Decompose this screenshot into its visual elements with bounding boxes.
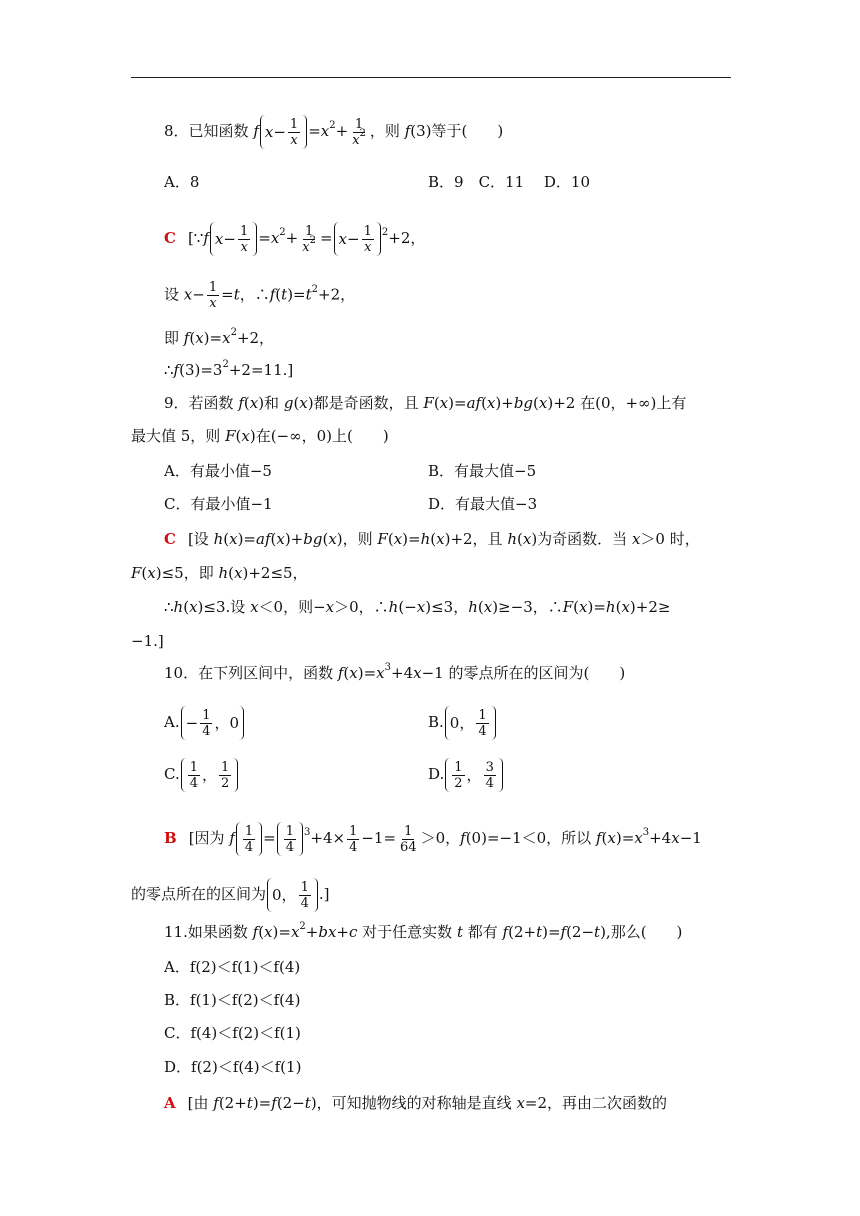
q9-option-b: B．有最大值−5	[428, 462, 537, 480]
q9-solution-line-1: C [设 h(x)=af(x)+bg(x)，则 F(x)=h(x)+2，且 h(x)为奇函数．当 x＞0 时，	[164, 530, 700, 548]
q11-stem: 11.如果函数 $f(x)=x^2+bx+c$ 对于任意实数 t 都有 f(2+t)=f(2−t),那么( )	[164, 921, 683, 941]
q11-option-a: A．f(2)＜f(1)＜f(4)	[164, 958, 301, 976]
q8-stem: 8．已知函数 f x − $\frac{1}{x}$ $=x^2+$ $\frac{1}{x^2}$ ，则 f(3)等于( )	[164, 116, 504, 148]
q10-option-b: B. 0， $\frac{1}{4}$	[428, 706, 497, 740]
q10-option-a: A. − $\frac{1}{4}$ ，0	[164, 706, 245, 740]
q8-options-bcd: B．9 C．11 D．10	[428, 173, 591, 191]
q9-option-c: C．有最小值−1	[164, 495, 273, 513]
q11-solution-line-1: A [由 f(2+t)=f(2−t)，可知抛物线的对称轴是直线 x=2，再由二次函数的	[164, 1094, 668, 1112]
q9-option-d: D．有最大值−3	[428, 495, 538, 513]
q10-solution-line-2: 的零点所在的区间为 0， $\frac{1}{4}$ .]	[131, 879, 330, 911]
q11-option-d: D．f(2)＜f(4)＜f(1)	[164, 1058, 302, 1076]
q9-solution-line-3: ∴h(x)≤3.设 x＜0，则−x＞0，∴h(−x)≤3，h(x)≥−3，∴F(x)=h(x)+2≥	[164, 598, 671, 616]
q9-solution-line-4: −1.]	[131, 632, 164, 650]
q8-solution-line-1: C [∵f x − $\frac{1}{x}$ $=x^2+$ $\frac{1}{x^2}$ = x − $\frac{1}{x}$ $^2$+2，	[164, 223, 426, 255]
q8-solution-line-4: $\therefore f(3)=3^2+2=11$.]	[164, 359, 294, 379]
q8-option-a: A．8	[164, 173, 200, 191]
q9-stem-line-2: 最大值 5，则 F(x)在(−∞，0)上( )	[131, 427, 389, 445]
q9-option-a: A．有最小值−5	[164, 462, 272, 480]
q11-option-c: C．f(4)＜f(2)＜f(1)	[164, 1024, 301, 1042]
q10-option-d: D. $\frac{1}{2}$ ， $\frac{3}{4}$	[428, 758, 504, 792]
q8-answer-letter: C	[164, 229, 176, 247]
q9-solution-line-2: F(x)≤5，即 h(x)+2≤5，	[131, 564, 308, 582]
q8-solution-line-2: 设 x− $\frac{1}{x}$ =t，$\therefore f(t)=t^2+2$，	[164, 280, 356, 311]
q11-answer-letter: A	[164, 1094, 176, 1112]
q10-answer-letter: B	[164, 829, 177, 847]
q10-solution-line-1: B [因为 f $\frac{1}{4}$ = $\frac{1}{4}$ $^3$+4× $\frac{1}{4}$ −1= $\frac{1}{64}$ ＞0，f(0)=−1＜0，所以 $f(x)=x^3+4x-1$	[164, 823, 702, 855]
q9-stem-line-1: 9．若函数 f(x)和 g(x)都是奇函数，且 F(x)=af(x)+bg(x)+2 在(0，+∞)上有	[164, 394, 687, 412]
q11-option-b: B．f(1)＜f(2)＜f(4)	[164, 991, 301, 1009]
q10-stem: 10．在下列区间中，函数 $f(x)=x^3+4x-1$ 的零点所在的区间为( )	[164, 662, 626, 682]
q8-solution-line-3: 即 $f(x)=x^2+2$，	[164, 327, 275, 347]
header-rule	[131, 77, 731, 78]
q9-answer-letter: C	[164, 530, 176, 548]
q10-option-c: C. $\frac{1}{4}$ ， $\frac{1}{2}$	[164, 758, 239, 792]
